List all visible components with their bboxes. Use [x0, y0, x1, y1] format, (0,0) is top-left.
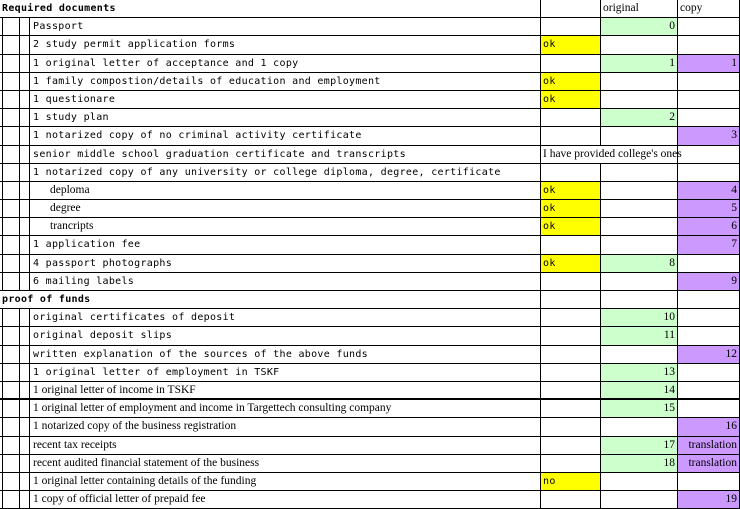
original-count-cell[interactable] [601, 146, 678, 164]
blank-cell[interactable] [20, 309, 30, 327]
blank-cell[interactable] [20, 109, 30, 127]
document-label[interactable]: original certificates of deposit [30, 309, 541, 327]
document-label[interactable]: 1 original letter of employment and income in Targettech consulting company [30, 400, 541, 418]
copy-count-cell[interactable]: 7 [678, 236, 740, 254]
blank-cell[interactable] [20, 473, 30, 491]
blank-cell[interactable] [3, 473, 20, 491]
blank-cell[interactable] [20, 255, 30, 273]
copy-count-cell[interactable]: 12 [678, 346, 740, 364]
original-count-cell[interactable]: 13 [601, 364, 678, 382]
status-cell[interactable] [541, 437, 601, 455]
document-label[interactable]: Passport [30, 18, 541, 36]
blank-cell[interactable] [20, 455, 30, 473]
status-cell[interactable]: ok [541, 91, 601, 109]
original-count-cell[interactable] [601, 236, 678, 254]
copy-count-cell[interactable] [678, 146, 740, 164]
copy-count-cell[interactable] [678, 73, 740, 91]
document-label[interactable]: 1 original letter containing details of the funding [30, 473, 541, 491]
table-row [0, 437, 740, 455]
blank-cell[interactable] [3, 91, 20, 109]
table-row [0, 91, 740, 109]
table-row [0, 346, 740, 364]
header-row [0, 0, 740, 18]
blank-cell[interactable] [3, 364, 20, 382]
original-count-cell[interactable]: 8 [601, 255, 678, 273]
status-cell[interactable] [541, 455, 601, 473]
blank-cell[interactable] [20, 218, 30, 236]
blank-cell[interactable] [20, 127, 30, 145]
copy-count-cell[interactable] [678, 473, 740, 491]
blank-cell[interactable] [3, 18, 20, 36]
section-title-required[interactable]: Required documents [0, 0, 541, 18]
blank-cell[interactable] [20, 36, 30, 54]
original-count-cell[interactable]: 15 [601, 400, 678, 418]
original-count-cell[interactable] [601, 182, 678, 200]
status-cell[interactable] [541, 491, 601, 509]
status-cell[interactable] [541, 364, 601, 382]
blank-cell[interactable] [20, 55, 30, 73]
status-cell[interactable] [541, 164, 601, 182]
table-row [0, 55, 740, 73]
table-row [0, 255, 740, 273]
table-row [0, 182, 740, 200]
original-count-cell[interactable] [601, 127, 678, 145]
blank-cell[interactable] [20, 273, 30, 291]
copy-count-cell[interactable] [678, 255, 740, 273]
blank-cell[interactable] [3, 36, 20, 54]
status-cell[interactable] [541, 273, 601, 291]
status-cell[interactable] [541, 382, 601, 400]
status-cell[interactable] [541, 418, 601, 436]
document-label[interactable]: degree [30, 200, 541, 218]
blank-cell[interactable] [3, 200, 20, 218]
copy-count-cell[interactable] [678, 400, 740, 418]
table-row [0, 73, 740, 91]
blank-cell[interactable] [3, 437, 20, 455]
column-header-copy[interactable]: copy [678, 0, 740, 18]
document-label[interactable]: recent audited financial statement of the business [30, 455, 541, 473]
table-row [0, 236, 740, 254]
document-label[interactable]: 2 study permit application forms [30, 36, 541, 54]
document-label[interactable]: 1 study plan [30, 109, 541, 127]
status-cell[interactable]: ok [541, 182, 601, 200]
document-label[interactable]: 1 original letter of acceptance and 1 copy [30, 55, 541, 73]
document-label[interactable]: senior middle school graduation certificate and transcripts [30, 146, 541, 164]
table-row [0, 491, 740, 509]
copy-count-cell[interactable]: 6 [678, 218, 740, 236]
copy-count-cell[interactable] [678, 164, 740, 182]
document-label[interactable]: 4 passport photographs [30, 255, 541, 273]
document-label[interactable]: 6 mailing labels [30, 273, 541, 291]
document-label[interactable]: written explanation of the sources of the above funds [30, 346, 541, 364]
original-count-cell[interactable]: 14 [601, 382, 678, 400]
funds-header-row [0, 291, 740, 309]
section-title-funds[interactable]: proof of funds [0, 291, 541, 309]
blank-cell[interactable] [3, 400, 20, 418]
copy-count-cell[interactable]: 1 [678, 55, 740, 73]
status-cell[interactable] [541, 327, 601, 345]
status-header-cell[interactable] [541, 0, 601, 18]
original-count-cell[interactable]: 18 [601, 455, 678, 473]
document-label[interactable]: 1 notarized copy of no criminal activity certificate [30, 127, 541, 145]
blank-cell[interactable] [20, 437, 30, 455]
proof-of-funds-list [0, 309, 740, 509]
blank-cell[interactable] [20, 382, 30, 400]
copy-count-cell[interactable] [678, 36, 740, 54]
note-cell[interactable]: I have provided college's ones [541, 146, 678, 164]
status-cell[interactable]: ok [541, 200, 601, 218]
blank-cell[interactable] [3, 73, 20, 91]
blank-cell[interactable] [20, 400, 30, 418]
status-cell[interactable] [541, 346, 601, 364]
blank-cell[interactable] [20, 18, 30, 36]
copy-count-cell[interactable]: translation [678, 437, 740, 455]
blank-cell[interactable] [20, 346, 30, 364]
blank-cell[interactable] [3, 218, 20, 236]
blank-cell[interactable] [20, 73, 30, 91]
copy-header-cell[interactable] [678, 291, 740, 309]
document-label[interactable]: 1 questionare [30, 91, 541, 109]
blank-cell[interactable] [3, 309, 20, 327]
original-count-cell[interactable] [601, 473, 678, 491]
original-count-cell[interactable] [601, 346, 678, 364]
status-cell[interactable]: ok [541, 73, 601, 91]
table-row [0, 164, 740, 182]
status-header-cell[interactable] [541, 291, 601, 309]
blank-cell[interactable] [20, 91, 30, 109]
original-count-cell[interactable] [601, 200, 678, 218]
original-count-cell[interactable]: 10 [601, 309, 678, 327]
table-row [0, 36, 740, 54]
blank-cell[interactable] [20, 364, 30, 382]
table-row [0, 309, 740, 327]
original-count-cell[interactable] [601, 36, 678, 54]
copy-count-cell[interactable]: 9 [678, 273, 740, 291]
document-label[interactable]: 1 copy of official letter of prepaid fee [30, 491, 541, 509]
column-header-original[interactable]: original [601, 0, 678, 18]
table-row [0, 364, 740, 382]
blank-cell[interactable] [20, 491, 30, 509]
status-cell[interactable] [541, 18, 601, 36]
original-count-cell[interactable] [601, 91, 678, 109]
blank-cell[interactable] [3, 255, 20, 273]
table-row [0, 218, 740, 236]
original-count-cell[interactable]: 0 [601, 18, 678, 36]
table-row [0, 200, 740, 218]
blank-cell[interactable] [3, 182, 20, 200]
status-cell[interactable] [541, 109, 601, 127]
copy-count-cell[interactable] [678, 309, 740, 327]
original-count-cell[interactable] [601, 73, 678, 91]
blank-cell[interactable] [3, 273, 20, 291]
document-label[interactable]: trancripts [30, 218, 541, 236]
table-row [0, 109, 740, 127]
copy-count-cell[interactable] [678, 382, 740, 400]
blank-cell[interactable] [3, 418, 20, 436]
blank-cell[interactable] [20, 418, 30, 436]
blank-cell[interactable] [20, 236, 30, 254]
table-row [0, 473, 740, 491]
blank-cell[interactable] [3, 382, 20, 400]
status-cell[interactable]: ok [541, 218, 601, 236]
required-documents-list [0, 18, 740, 291]
copy-count-cell[interactable]: 19 [678, 491, 740, 509]
blank-cell[interactable] [3, 455, 20, 473]
document-label[interactable]: 1 family compostion/details of education and employment [30, 73, 541, 91]
document-label[interactable]: deploma [30, 182, 541, 200]
blank-cell[interactable] [3, 127, 20, 145]
copy-count-cell[interactable]: 5 [678, 200, 740, 218]
blank-cell[interactable] [3, 109, 20, 127]
copy-count-cell[interactable]: 3 [678, 127, 740, 145]
blank-cell[interactable] [20, 327, 30, 345]
blank-cell[interactable] [20, 164, 30, 182]
copy-count-cell[interactable]: translation [678, 455, 740, 473]
copy-count-cell[interactable] [678, 109, 740, 127]
copy-count-cell[interactable]: 16 [678, 418, 740, 436]
copy-count-cell[interactable] [678, 364, 740, 382]
table-row [0, 327, 740, 345]
table-row [0, 18, 740, 36]
table-row [0, 455, 740, 473]
status-cell[interactable]: no [541, 473, 601, 491]
status-cell[interactable] [541, 400, 601, 418]
document-label[interactable]: 1 notarized copy of the business registration [30, 418, 541, 436]
document-label[interactable]: recent tax receipts [30, 437, 541, 455]
table-row [0, 127, 740, 145]
status-cell[interactable]: ok [541, 255, 601, 273]
document-label[interactable]: 1 notarized copy of any university or college diploma, degree, certificate [30, 164, 541, 182]
copy-count-cell[interactable] [678, 18, 740, 36]
original-count-cell[interactable]: 2 [601, 109, 678, 127]
original-header-cell[interactable] [601, 291, 678, 309]
document-label[interactable]: 1 application fee [30, 236, 541, 254]
table-row [0, 418, 740, 436]
table-row [0, 382, 740, 400]
original-count-cell[interactable] [601, 418, 678, 436]
original-count-cell[interactable] [601, 164, 678, 182]
table-row [0, 400, 740, 418]
document-label[interactable]: 1 original letter of employment in TSKF [30, 364, 541, 382]
status-cell[interactable] [541, 236, 601, 254]
blank-cell[interactable] [3, 491, 20, 509]
original-count-cell[interactable] [601, 491, 678, 509]
status-cell[interactable] [541, 127, 601, 145]
blank-cell[interactable] [20, 182, 30, 200]
blank-cell[interactable] [3, 327, 20, 345]
table-row [0, 273, 740, 291]
status-cell[interactable] [541, 55, 601, 73]
table-row [0, 146, 740, 164]
original-count-cell[interactable]: 1 [601, 55, 678, 73]
document-label[interactable]: 1 original letter of income in TSKF [30, 382, 541, 400]
blank-cell[interactable] [3, 236, 20, 254]
blank-cell[interactable] [3, 346, 20, 364]
blank-cell[interactable] [3, 55, 20, 73]
blank-cell[interactable] [20, 146, 30, 164]
copy-count-cell[interactable] [678, 91, 740, 109]
copy-count-cell[interactable] [678, 327, 740, 345]
blank-cell[interactable] [3, 164, 20, 182]
copy-count-cell[interactable]: 4 [678, 182, 740, 200]
original-count-cell[interactable] [601, 273, 678, 291]
blank-cell[interactable] [20, 200, 30, 218]
blank-cell[interactable] [3, 146, 20, 164]
original-count-cell[interactable]: 11 [601, 327, 678, 345]
original-count-cell[interactable]: 17 [601, 437, 678, 455]
status-cell[interactable] [541, 309, 601, 327]
document-label[interactable]: original deposit slips [30, 327, 541, 345]
status-cell[interactable]: ok [541, 36, 601, 54]
original-count-cell[interactable] [601, 218, 678, 236]
